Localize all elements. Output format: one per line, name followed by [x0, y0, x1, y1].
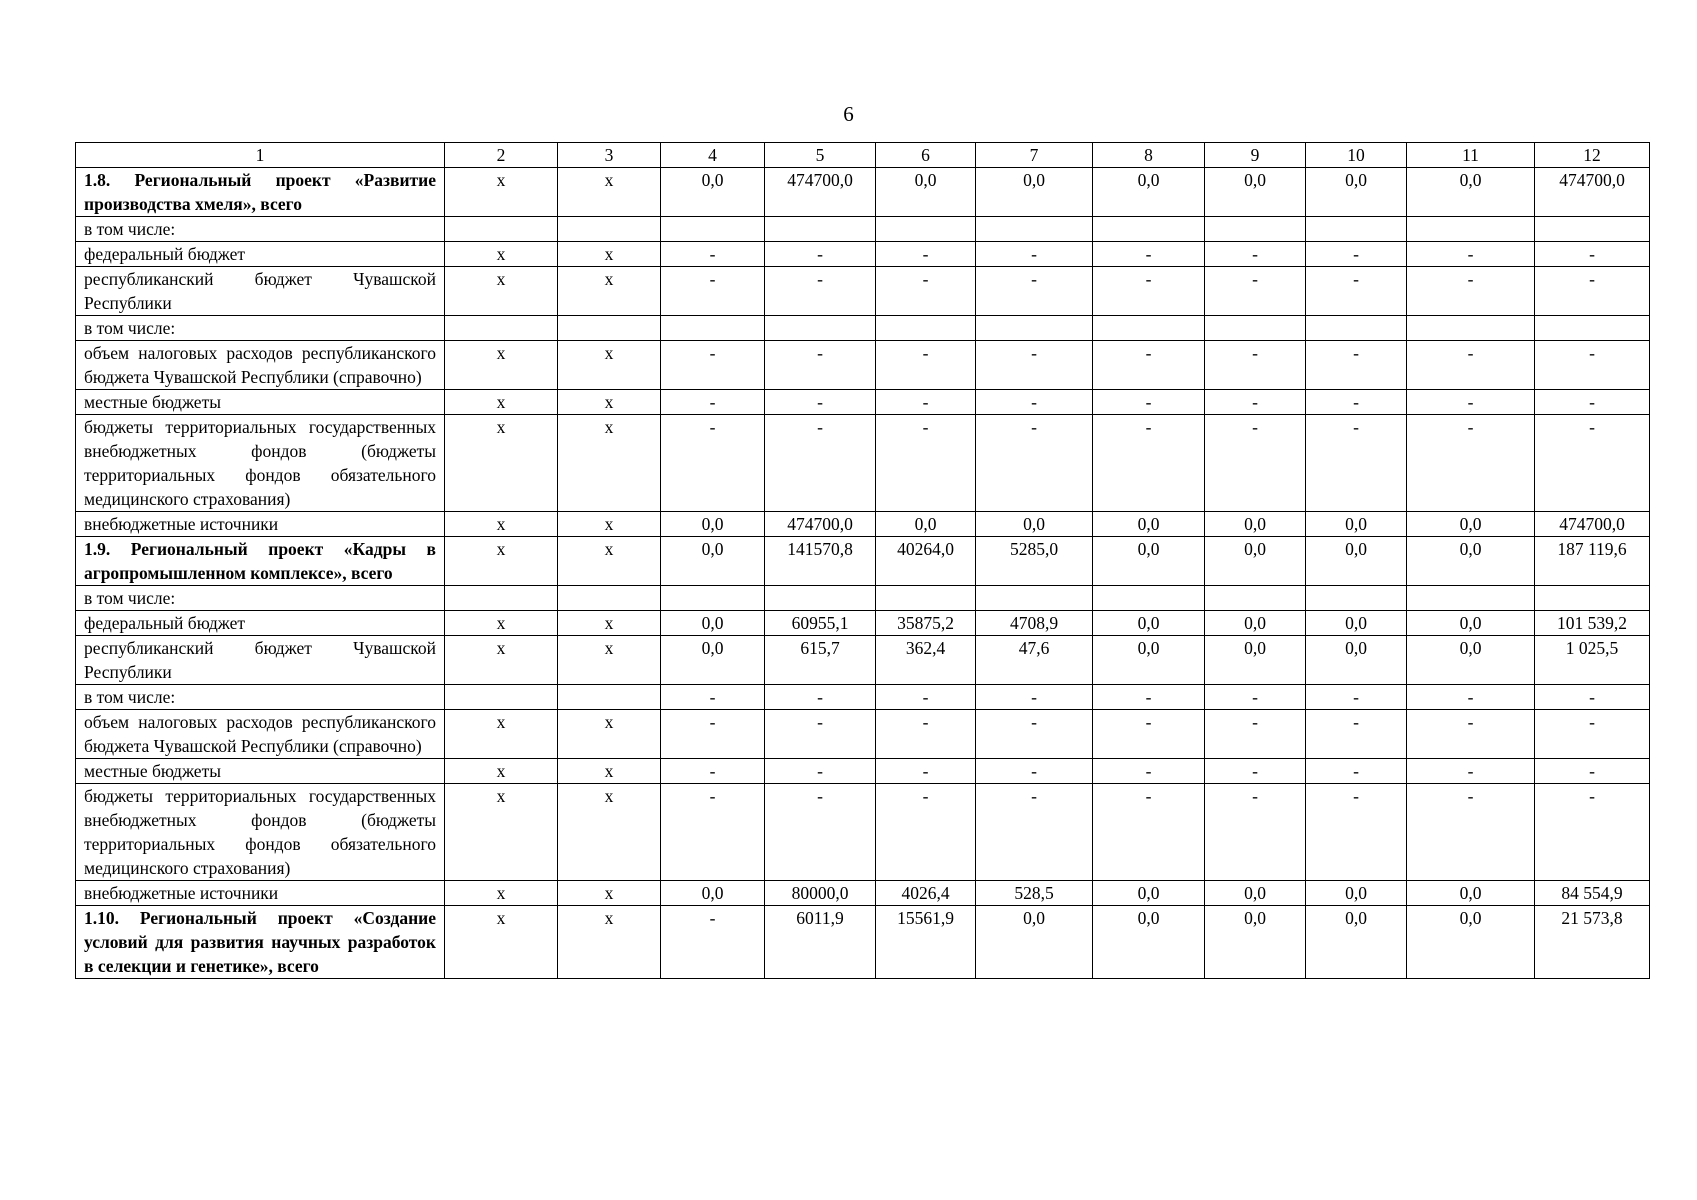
cell-col-5: -	[765, 759, 876, 784]
column-header-7: 7	[976, 143, 1093, 168]
cell-col-9: 0,0	[1205, 537, 1306, 586]
cell-col-7: -	[976, 710, 1093, 759]
cell-col-7	[976, 217, 1093, 242]
cell-col-5: 6011,9	[765, 906, 876, 979]
cell-col-5: 474700,0	[765, 512, 876, 537]
cell-col-3: x	[558, 784, 661, 881]
cell-col-2: x	[445, 784, 558, 881]
cell-col-11: 0,0	[1407, 512, 1535, 537]
cell-col-5: -	[765, 390, 876, 415]
cell-col-10	[1306, 586, 1407, 611]
cell-col-6: -	[876, 710, 976, 759]
cell-col-10: 0,0	[1306, 636, 1407, 685]
cell-col-11: 0,0	[1407, 906, 1535, 979]
table-row	[76, 710, 1650, 759]
cell-col-5: -	[765, 784, 876, 881]
cell-col-3: x	[558, 512, 661, 537]
column-header-10: 10	[1306, 143, 1407, 168]
cell-col-5	[765, 586, 876, 611]
cell-col-4: 0,0	[661, 636, 765, 685]
cell-col-9	[1205, 316, 1306, 341]
cell-col-3	[558, 586, 661, 611]
cell-col-3: x	[558, 537, 661, 586]
cell-col-8	[1093, 217, 1205, 242]
cell-col-12: -	[1535, 415, 1650, 512]
cell-col-7: 528,5	[976, 881, 1093, 906]
cell-col-10	[1306, 316, 1407, 341]
cell-col-3: x	[558, 906, 661, 979]
cell-col-3: x	[558, 267, 661, 316]
cell-col-7: -	[976, 390, 1093, 415]
cell-col-11: -	[1407, 415, 1535, 512]
cell-col-11	[1407, 586, 1535, 611]
cell-col-2	[445, 316, 558, 341]
cell-col-6: -	[876, 242, 976, 267]
table-row	[76, 267, 1650, 316]
cell-col-4: 0,0	[661, 168, 765, 217]
table-row	[76, 784, 1650, 881]
cell-col-10	[1306, 217, 1407, 242]
cell-col-10: 0,0	[1306, 512, 1407, 537]
cell-col-11	[1407, 316, 1535, 341]
row-label: федеральный бюджет	[76, 611, 445, 636]
table-row	[76, 685, 1650, 710]
cell-col-9: 0,0	[1205, 611, 1306, 636]
table-row	[76, 168, 1650, 217]
column-header-5: 5	[765, 143, 876, 168]
cell-col-9: -	[1205, 415, 1306, 512]
cell-col-3: x	[558, 636, 661, 685]
cell-col-6: -	[876, 784, 976, 881]
row-label: объем налоговых расходов республиканского бюджета Чувашской Республики (справочно)	[76, 341, 445, 390]
cell-col-4: 0,0	[661, 881, 765, 906]
row-label: в том числе:	[76, 685, 445, 710]
cell-col-11: 0,0	[1407, 537, 1535, 586]
cell-col-7	[976, 586, 1093, 611]
cell-col-3	[558, 217, 661, 242]
table-row	[76, 242, 1650, 267]
cell-col-9: -	[1205, 784, 1306, 881]
cell-col-8: -	[1093, 341, 1205, 390]
cell-col-11: 0,0	[1407, 611, 1535, 636]
cell-col-9: -	[1205, 685, 1306, 710]
cell-col-6: -	[876, 267, 976, 316]
cell-col-5	[765, 217, 876, 242]
cell-col-3: x	[558, 390, 661, 415]
cell-col-8	[1093, 586, 1205, 611]
table-row	[76, 636, 1650, 685]
cell-col-3: x	[558, 611, 661, 636]
row-label: внебюджетные источники	[76, 512, 445, 537]
cell-col-2: x	[445, 341, 558, 390]
table-row	[76, 341, 1650, 390]
cell-col-6	[876, 586, 976, 611]
cell-col-8: -	[1093, 242, 1205, 267]
cell-col-8: 0,0	[1093, 881, 1205, 906]
cell-col-6: -	[876, 341, 976, 390]
column-header-2: 2	[445, 143, 558, 168]
cell-col-8: 0,0	[1093, 636, 1205, 685]
column-header-8: 8	[1093, 143, 1205, 168]
cell-col-2	[445, 685, 558, 710]
cell-col-3: x	[558, 759, 661, 784]
cell-col-2: x	[445, 636, 558, 685]
cell-col-12: -	[1535, 759, 1650, 784]
cell-col-12: -	[1535, 242, 1650, 267]
cell-col-7: -	[976, 242, 1093, 267]
cell-col-10: 0,0	[1306, 537, 1407, 586]
cell-col-12: 474700,0	[1535, 168, 1650, 217]
row-label: бюджеты территориальных государственных внебюджетных фондов (бюджеты территориальных фондов обязательного медицинского страхования)	[76, 415, 445, 512]
cell-col-2	[445, 217, 558, 242]
cell-col-10: 0,0	[1306, 611, 1407, 636]
cell-col-6: 0,0	[876, 512, 976, 537]
cell-col-3: x	[558, 881, 661, 906]
cell-col-7: -	[976, 784, 1093, 881]
budget-table	[75, 142, 1650, 979]
table-row	[76, 881, 1650, 906]
cell-col-4: 0,0	[661, 537, 765, 586]
cell-col-7	[976, 316, 1093, 341]
cell-col-5: 615,7	[765, 636, 876, 685]
cell-col-5: -	[765, 341, 876, 390]
cell-col-9: 0,0	[1205, 512, 1306, 537]
cell-col-9: -	[1205, 710, 1306, 759]
cell-col-9: -	[1205, 341, 1306, 390]
cell-col-12: 101 539,2	[1535, 611, 1650, 636]
table-row	[76, 390, 1650, 415]
cell-col-4: -	[661, 906, 765, 979]
cell-col-7: 4708,9	[976, 611, 1093, 636]
cell-col-10: 0,0	[1306, 881, 1407, 906]
cell-col-2: x	[445, 415, 558, 512]
cell-col-4: -	[661, 390, 765, 415]
cell-col-12: 187 119,6	[1535, 537, 1650, 586]
cell-col-4: -	[661, 759, 765, 784]
cell-col-2: x	[445, 242, 558, 267]
cell-col-6: 0,0	[876, 168, 976, 217]
cell-col-5: -	[765, 267, 876, 316]
row-label: федеральный бюджет	[76, 242, 445, 267]
cell-col-8: -	[1093, 415, 1205, 512]
cell-col-6	[876, 316, 976, 341]
cell-col-8: -	[1093, 759, 1205, 784]
cell-col-4: -	[661, 341, 765, 390]
cell-col-9: 0,0	[1205, 906, 1306, 979]
cell-col-8: 0,0	[1093, 906, 1205, 979]
cell-col-11: 0,0	[1407, 168, 1535, 217]
cell-col-7: -	[976, 267, 1093, 316]
column-header-6: 6	[876, 143, 976, 168]
cell-col-4: -	[661, 710, 765, 759]
cell-col-5: -	[765, 685, 876, 710]
column-header-11: 11	[1407, 143, 1535, 168]
cell-col-6: -	[876, 759, 976, 784]
cell-col-8: 0,0	[1093, 512, 1205, 537]
cell-col-10: -	[1306, 685, 1407, 710]
table-row	[76, 759, 1650, 784]
cell-col-3: x	[558, 341, 661, 390]
table-row	[76, 586, 1650, 611]
cell-col-11: 0,0	[1407, 881, 1535, 906]
cell-col-6: 15561,9	[876, 906, 976, 979]
cell-col-5	[765, 316, 876, 341]
cell-col-6: 35875,2	[876, 611, 976, 636]
cell-col-8: -	[1093, 390, 1205, 415]
row-label: местные бюджеты	[76, 759, 445, 784]
cell-col-12: -	[1535, 390, 1650, 415]
cell-col-7: -	[976, 415, 1093, 512]
table-row	[76, 906, 1650, 979]
column-header-1: 1	[76, 143, 445, 168]
cell-col-11: -	[1407, 341, 1535, 390]
column-header-3: 3	[558, 143, 661, 168]
cell-col-11: -	[1407, 390, 1535, 415]
cell-col-12	[1535, 217, 1650, 242]
row-label: республиканский бюджет Чувашской Республики	[76, 636, 445, 685]
cell-col-2: x	[445, 710, 558, 759]
cell-col-6: 40264,0	[876, 537, 976, 586]
cell-col-4	[661, 316, 765, 341]
cell-col-8: -	[1093, 267, 1205, 316]
column-header-4: 4	[661, 143, 765, 168]
cell-col-11: -	[1407, 267, 1535, 316]
cell-col-12: 474700,0	[1535, 512, 1650, 537]
cell-col-10: -	[1306, 267, 1407, 316]
cell-col-6	[876, 217, 976, 242]
cell-col-12: -	[1535, 784, 1650, 881]
row-label: 1.8. Региональный проект «Развитие производства хмеля», всего	[76, 168, 445, 217]
cell-col-2: x	[445, 759, 558, 784]
row-label: 1.9. Региональный проект «Кадры в агропромышленном комплексе», всего	[76, 537, 445, 586]
table-row	[76, 512, 1650, 537]
row-label: республиканский бюджет Чувашской Республики	[76, 267, 445, 316]
table-body	[76, 143, 1650, 979]
cell-col-11: -	[1407, 710, 1535, 759]
cell-col-7: 5285,0	[976, 537, 1093, 586]
cell-col-4: -	[661, 784, 765, 881]
cell-col-8: -	[1093, 685, 1205, 710]
cell-col-8: 0,0	[1093, 611, 1205, 636]
cell-col-9: 0,0	[1205, 881, 1306, 906]
cell-col-12: -	[1535, 341, 1650, 390]
cell-col-2: x	[445, 881, 558, 906]
cell-col-7: 0,0	[976, 168, 1093, 217]
cell-col-7: -	[976, 685, 1093, 710]
cell-col-4: -	[661, 267, 765, 316]
row-label: 1.10. Региональный проект «Создание условий для развития научных разработок в селекции и генетике», всего	[76, 906, 445, 979]
cell-col-9: -	[1205, 390, 1306, 415]
cell-col-3	[558, 316, 661, 341]
cell-col-4	[661, 586, 765, 611]
cell-col-6: -	[876, 415, 976, 512]
cell-col-12: 84 554,9	[1535, 881, 1650, 906]
cell-col-5: 60955,1	[765, 611, 876, 636]
row-label: в том числе:	[76, 316, 445, 341]
cell-col-4	[661, 217, 765, 242]
cell-col-7: 0,0	[976, 512, 1093, 537]
cell-col-6: -	[876, 390, 976, 415]
cell-col-2: x	[445, 906, 558, 979]
cell-col-9: 0,0	[1205, 636, 1306, 685]
cell-col-6: -	[876, 685, 976, 710]
cell-col-2: x	[445, 611, 558, 636]
cell-col-11	[1407, 217, 1535, 242]
cell-col-8	[1093, 316, 1205, 341]
cell-col-8: -	[1093, 710, 1205, 759]
cell-col-10: -	[1306, 710, 1407, 759]
cell-col-11: 0,0	[1407, 636, 1535, 685]
cell-col-10: -	[1306, 390, 1407, 415]
cell-col-10: -	[1306, 341, 1407, 390]
cell-col-7: 47,6	[976, 636, 1093, 685]
cell-col-3: x	[558, 415, 661, 512]
cell-col-5: 80000,0	[765, 881, 876, 906]
cell-col-4: -	[661, 242, 765, 267]
cell-col-9: -	[1205, 267, 1306, 316]
cell-col-10: 0,0	[1306, 168, 1407, 217]
cell-col-8: -	[1093, 784, 1205, 881]
cell-col-2: x	[445, 537, 558, 586]
cell-col-4: -	[661, 685, 765, 710]
cell-col-9: -	[1205, 759, 1306, 784]
cell-col-11: -	[1407, 242, 1535, 267]
cell-col-12: 1 025,5	[1535, 636, 1650, 685]
cell-col-7: -	[976, 759, 1093, 784]
cell-col-3	[558, 685, 661, 710]
cell-col-10: -	[1306, 242, 1407, 267]
cell-col-2: x	[445, 267, 558, 316]
cell-col-4: 0,0	[661, 611, 765, 636]
cell-col-5: -	[765, 710, 876, 759]
cell-col-10: 0,0	[1306, 906, 1407, 979]
cell-col-12	[1535, 586, 1650, 611]
cell-col-11: -	[1407, 685, 1535, 710]
table-row	[76, 415, 1650, 512]
cell-col-5: -	[765, 242, 876, 267]
row-label: местные бюджеты	[76, 390, 445, 415]
table-row	[76, 537, 1650, 586]
cell-col-9: 0,0	[1205, 168, 1306, 217]
cell-col-5: -	[765, 415, 876, 512]
cell-col-10: -	[1306, 784, 1407, 881]
cell-col-11: -	[1407, 759, 1535, 784]
cell-col-10: -	[1306, 759, 1407, 784]
cell-col-2	[445, 586, 558, 611]
cell-col-4: 0,0	[661, 512, 765, 537]
column-header-12: 12	[1535, 143, 1650, 168]
cell-col-9	[1205, 217, 1306, 242]
cell-col-4: -	[661, 415, 765, 512]
cell-col-5: 141570,8	[765, 537, 876, 586]
table-row	[76, 217, 1650, 242]
cell-col-5: 474700,0	[765, 168, 876, 217]
cell-col-12: -	[1535, 267, 1650, 316]
row-label: в том числе:	[76, 586, 445, 611]
cell-col-7: -	[976, 341, 1093, 390]
cell-col-11: -	[1407, 784, 1535, 881]
cell-col-3: x	[558, 242, 661, 267]
row-label: в том числе:	[76, 217, 445, 242]
cell-col-12	[1535, 316, 1650, 341]
cell-col-2: x	[445, 390, 558, 415]
cell-col-8: 0,0	[1093, 537, 1205, 586]
cell-col-10: -	[1306, 415, 1407, 512]
cell-col-2: x	[445, 168, 558, 217]
cell-col-12: -	[1535, 685, 1650, 710]
cell-col-9: -	[1205, 242, 1306, 267]
cell-col-3: x	[558, 710, 661, 759]
column-header-9: 9	[1205, 143, 1306, 168]
cell-col-12: -	[1535, 710, 1650, 759]
cell-col-6: 362,4	[876, 636, 976, 685]
table-row	[76, 316, 1650, 341]
table-row	[76, 611, 1650, 636]
cell-col-2: x	[445, 512, 558, 537]
row-label: объем налоговых расходов республиканского бюджета Чувашской Республики (справочно)	[76, 710, 445, 759]
cell-col-12: 21 573,8	[1535, 906, 1650, 979]
cell-col-7: 0,0	[976, 906, 1093, 979]
cell-col-9	[1205, 586, 1306, 611]
page-number: 6	[843, 102, 854, 126]
cell-col-8: 0,0	[1093, 168, 1205, 217]
cell-col-3: x	[558, 168, 661, 217]
header-row	[76, 143, 1650, 168]
row-label: бюджеты территориальных государственных внебюджетных фондов (бюджеты территориальных фондов обязательного медицинского страхования)	[76, 784, 445, 881]
cell-col-6: 4026,4	[876, 881, 976, 906]
row-label: внебюджетные источники	[76, 881, 445, 906]
